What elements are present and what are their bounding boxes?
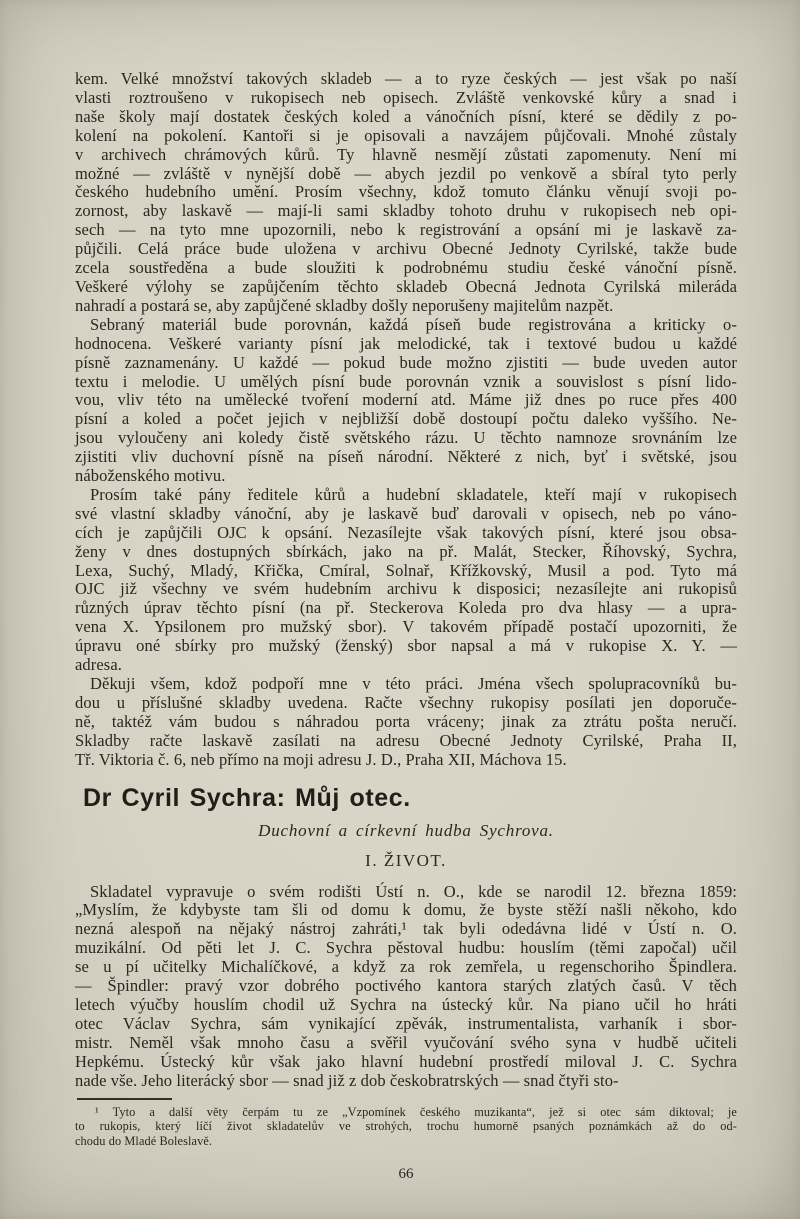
- article-paragraphs: [75, 883, 737, 1091]
- text-line: letech výučby houslím chodil už Sychra na ústecký kůr. Na piano učil ho hráti: [75, 994, 737, 1014]
- text-line: vou, vliv této na umělecké tvoření moderní atd. Máme již dnes po ruce přes 400: [75, 390, 737, 410]
- text-line: textu i melodie. U umělých písní bude porovnán vznik a souvislost s písní lido-: [75, 371, 737, 391]
- text-line: Skladatel vypravuje o svém rodišti Ústí n. O., kde se narodil 12. března 1859:: [90, 881, 737, 901]
- text-line: nezná alespoň na nějaký nástroj zahráti,¹ tak byli odedávna lidé v Ústí n. O.: [75, 919, 737, 939]
- text-line: to rukopis, který líčí život skladatelův ve strohých, trochu humorně psaných poznámkách až do od-: [75, 1119, 737, 1134]
- text-line: Lexa, Suchý, Mladý, Křička, Cmíral, Solnař, Křížkovský, Musil a pod. Tyto má: [75, 560, 737, 580]
- text-line: českého hudebního umění. Prosím všechny, kdož tomuto článku věnují svoji po-: [75, 182, 737, 202]
- text-line: dou u příslušné skladby uvedena. Račte všechny rukopisy posílati jen doporuče-: [75, 692, 737, 712]
- text-line: se u pí učitelky Michalíčkové, a když za rok zemřela, u regenschoriho Špindlera.: [75, 957, 737, 977]
- text-line: Děkuji všem, kdož podpoří mne v této práci. Jména všech spolupracovníků bu-: [90, 674, 737, 693]
- text-line: vena X. Ypsilonem pro mužský sbor). V takovém případě postačí upozorniti, že: [75, 617, 737, 637]
- text-line: písně zaznamenány. U každé — pokud bude možno zjistiti — bude uveden autor: [75, 352, 737, 372]
- text-line: chodu do Mladé Boleslavě.: [75, 1134, 213, 1149]
- text-line: Tř. Viktoria č. 6, neb přímo na moji adresu J. D., Praha XII, Máchova 15.: [75, 749, 567, 769]
- section-heading: I. ŽIVOT.: [365, 850, 447, 870]
- text-line: kem. Velké množství takových skladeb — a to ryze českých — jest však po naší: [75, 69, 737, 88]
- text-line: vlasti roztroušeno v rukopisech neb opisech. Zvláště venkovské kůry a snad i: [75, 87, 737, 107]
- text-line: hodnocena. Veškeré varianty písní jak melodické, tak i textové budou u každé: [75, 333, 737, 353]
- text-line: Veškeré výlohy se zapůjčením těchto skladeb Obecná Jednota Cyrilská mileráda: [75, 276, 737, 296]
- text-line: nahradí a postará se, aby zapůjčené skladby došly neporušeny majitelům nazpět.: [75, 295, 614, 315]
- text-line: ¹ Tyto a další věty čerpám tu ze „Vzpomínek českého muzikanta“, jež si otec sám diktoval; je: [95, 1104, 737, 1119]
- paragraph: [75, 1105, 737, 1149]
- text-line: cích je zapůjčili OJC k opsání. Nezasílejte však takových písní, které jsou obsa-: [75, 522, 737, 542]
- paragraph: [75, 486, 737, 675]
- article-title: Dr Cyril Sychra: Můj otec.: [83, 783, 411, 812]
- footnote-rule: [77, 1098, 172, 1100]
- article-subtitle: Duchovní a církevní hudba Sychrova.: [258, 820, 554, 840]
- text-line: kolení na pokolení. Kantoři si je opisovali a navzájem půjčovali. Mnohé zůstaly: [75, 125, 737, 145]
- text-line: — Špindler: pravý vzor dobrého poctivého kantora starých zlatých časů. V těch: [75, 976, 737, 996]
- text-line: půjčili. Celá práce bude uložena v archivu Obecné Jednoty Cyrilské, takže bude: [75, 239, 737, 259]
- text-line: zjistiti vliv duchovní písně na píseň národní. Některé z nich, byť i světské, jsou: [75, 447, 737, 467]
- text-line: otec Václav Sychra, sám vynikající zpěvák, instrumentalista, varhaník i sbor-: [75, 1013, 737, 1033]
- text-line: zornost, aby laskavě — mají-li sami skladby tohoto druhu v rukopisech neb opi-: [75, 201, 737, 221]
- text-line: Skladby račte laskavě zasílati na adresu Obecné Jednoty Cyrilské, Praha II,: [75, 730, 737, 750]
- text-line: naše školy mají dostatek českých koled a vánočních písní, které se dědily z po-: [75, 106, 737, 126]
- paragraph: [75, 883, 737, 1091]
- text-line: muzikální. Od pěti let J. C. Sychra pěstoval hudbu: houslím (těmi započal) učil: [75, 938, 737, 958]
- text-line: ně, taktéž vám budou s náhradou porta vráceny; jinak za ztrátu pošta neručí.: [75, 711, 737, 731]
- paragraph: [75, 70, 737, 316]
- text-line: různých úprav těchto písní (na př. Steckerova Koleda pro dva hlasy — a upra-: [75, 598, 737, 618]
- text-line: náboženského motivu.: [75, 466, 226, 486]
- page-number: 66: [398, 1165, 414, 1182]
- text-line: v archivech chrámových kůrů. Ty hlavně nesmějí zůstati zapomenuty. Není mi: [75, 144, 737, 164]
- text-line: Prosím také pány ředitele kůrů a hudební skladatele, kteří mají v rukopisech: [90, 484, 737, 504]
- text-line: mistr. Neměl však mnoho času a svěřil vyučování svého syna v hudbě učiteli: [75, 1032, 737, 1052]
- paragraph: [75, 316, 737, 486]
- text-line: sech — na tyto mne upozornili, nebo k registrování a opsání mi je laskavě za-: [75, 220, 737, 240]
- text-block: [75, 70, 737, 1183]
- text-line: zcela soustředěna a bude sloužiti k podrobnému studiu české vánoční písně.: [75, 258, 737, 278]
- text-line: „Myslím, že kdybyste tam šli od domu k domu, že byste stěží našli někoho, kdo: [75, 900, 737, 920]
- text-line: Hepkému. Ústecký kůr však jako hlavní hudební prostředí miloval J. C. Sychra: [75, 1051, 737, 1071]
- text-line: své vlastní skladby vánoční, aby je laskavě buď darovali v opisech, neb po váno-: [75, 503, 737, 523]
- text-line: ženy v dnes dostupných sbírkách, jako na př. Malát, Stecker, Říhovský, Sychra,: [75, 541, 737, 561]
- text-line: možné — zvláště v nynější době — abych jezdil po venkově a sbíral tyto perly: [75, 163, 737, 183]
- intro-paragraphs: [75, 70, 737, 770]
- text-line: Sebraný materiál bude porovnán, každá píseň bude registrována a kriticky o-: [90, 314, 737, 334]
- footnote: [75, 1105, 737, 1149]
- text-line: jsou vyloučeny ani koledy čistě světského rázu. U těchto namnoze srovnáním lze: [75, 428, 737, 448]
- text-line: OJC již všechny ve svém hudebním archivu k disposici; nezasílejte ani rukopisů: [75, 579, 737, 599]
- text-line: adresa.: [75, 655, 122, 675]
- paragraph: [75, 675, 737, 770]
- text-line: písní a koled a počet jejich v nejbližší době dostoupí počtu daleko vyššího. Ne-: [75, 409, 737, 429]
- text-line: nade vše. Jeho literácký sbor — snad již z dob českobratrských — snad čtyři sto-: [75, 1070, 619, 1090]
- text-line: úpravu oné sbírky pro mužský (ženský) sbor napsal a má v rukopise X. Y. —: [75, 636, 737, 656]
